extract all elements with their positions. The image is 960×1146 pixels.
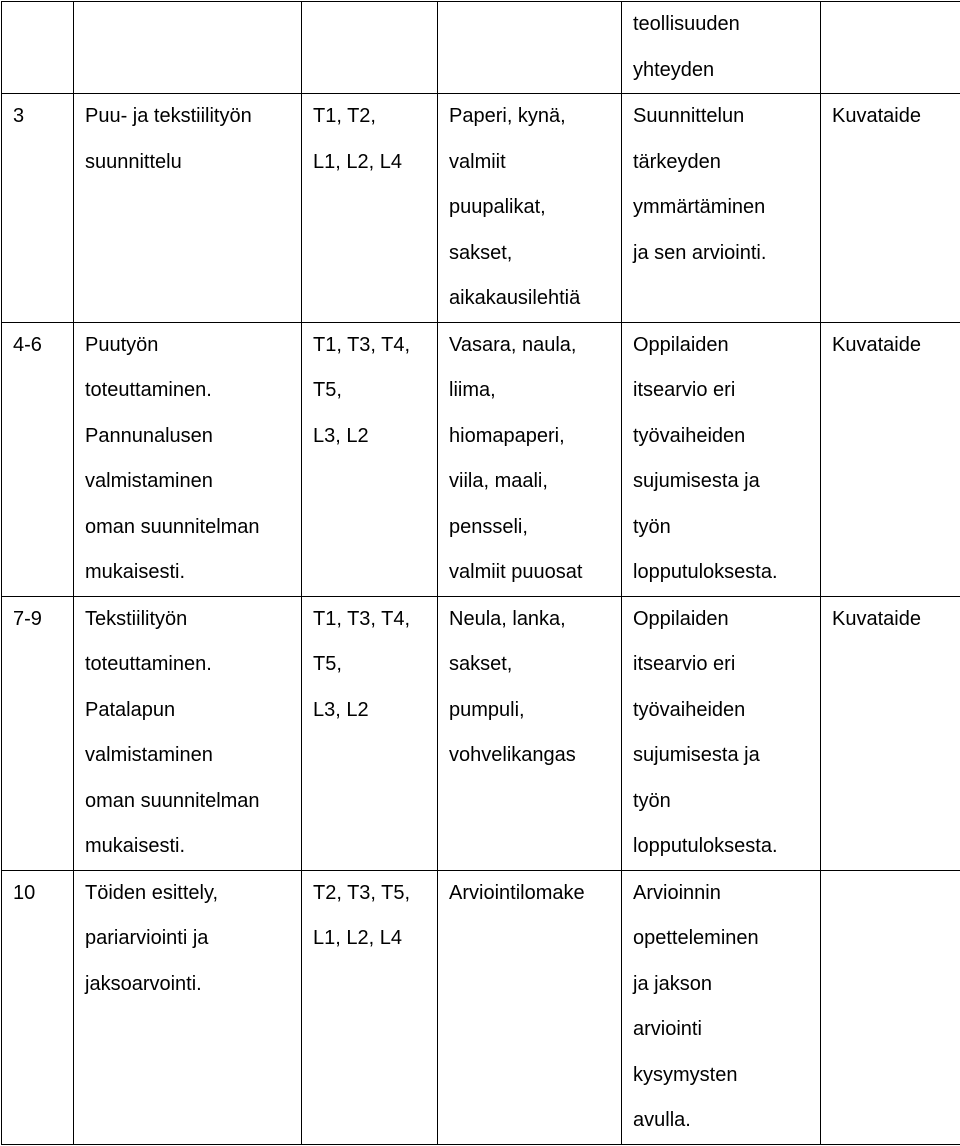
cell-text-line: toteuttaminen. (85, 379, 212, 401)
cell-text-line: oman suunnitelman (85, 789, 260, 812)
cell-text-line: työvaiheiden (633, 424, 746, 447)
week-cell (2, 2, 74, 94)
cell-text-line: 7-9 (13, 607, 42, 630)
cell-text-line: valmiit (449, 150, 506, 173)
topic-cell (74, 596, 302, 870)
evaluation-cell (622, 94, 821, 323)
cell-text-line: lopputuloksesta. (633, 835, 778, 857)
cell-text-line: työvaiheiden (633, 698, 746, 721)
goals-cell (302, 94, 438, 323)
cell-text-line: hiomapaperi, (449, 424, 565, 447)
cell-text-line: arviointi (633, 1018, 702, 1040)
goals-cell (302, 2, 438, 94)
cell-text-line: L3, L2 (313, 424, 369, 447)
evaluation-cell (622, 322, 821, 596)
integration-cell (821, 322, 960, 596)
week-cell (2, 870, 74, 1144)
topic-cell (74, 94, 302, 323)
cell-text-line: ja jakson (633, 972, 712, 995)
cell-text-line: Kuvataide (832, 333, 921, 356)
cell-text-line: Kuvataide (832, 105, 921, 127)
cell-text-line: T1, T2, (313, 105, 376, 127)
cell-text-line: L3, L2 (313, 698, 369, 721)
cell-text-line: puupalikat, (449, 196, 546, 218)
table-row (2, 596, 960, 870)
cell-text-line: lopputuloksesta. (633, 561, 778, 583)
week-cell (2, 94, 74, 323)
cell-text-line: Tekstiilityön (85, 607, 188, 630)
cell-text-line: sujumisesta ja (633, 470, 760, 492)
cell-text-line: Patalapun (85, 698, 176, 721)
cell-text-line: L1, L2, L4 (313, 150, 402, 173)
integration-cell (821, 596, 960, 870)
cell-text-line: sakset, (449, 241, 513, 264)
cell-text-line: oman suunnitelman (85, 515, 260, 538)
cell-text-line: sakset, (449, 653, 513, 675)
evaluation-cell (622, 870, 821, 1144)
cell-text-line: Paperi, kynä, (449, 105, 566, 127)
cell-text-line: jaksoarvointi. (85, 972, 202, 995)
cell-text-line: kysymysten (633, 1063, 738, 1086)
cell-text-line: Kuvataide (832, 607, 921, 630)
cell-text-line: liima, (449, 379, 496, 401)
cell-text-line: Puutyön (85, 333, 159, 356)
cell-text-line: ymmärtäminen (633, 196, 766, 218)
cell-text-line: T1, T3, T4, (313, 607, 411, 630)
cell-text-line: opetteleminen (633, 927, 759, 949)
cell-text-line: T5, (313, 379, 342, 401)
cell-text-line: L1, L2, L4 (313, 927, 402, 949)
cell-text-line: teollisuuden (633, 13, 740, 35)
cell-text-line: aikakausilehtiä (449, 287, 581, 309)
integration-cell (821, 870, 960, 1144)
cell-text-line: pumpuli, (449, 698, 525, 721)
cell-text-line: työn (633, 515, 671, 538)
cell-text-line: työn (633, 789, 671, 812)
topic-cell (74, 322, 302, 596)
integration-cell (821, 2, 960, 94)
cell-text-line: T5, (313, 653, 342, 675)
table-row (2, 94, 960, 323)
cell-text-line: 4-6 (13, 333, 42, 356)
cell-text-line: mukaisesti. (85, 561, 186, 583)
cell-text-line: pariarviointi ja (85, 927, 209, 949)
cell-text-line: 10 (13, 881, 36, 904)
cell-text-line: valmistaminen (85, 470, 213, 492)
lesson-plan-table (1, 1, 960, 1145)
cell-text-line: ja sen arviointi. (633, 241, 767, 264)
cell-text-line: valmiit puuosat (449, 561, 583, 583)
cell-text-line: mukaisesti. (85, 835, 186, 857)
cell-text-line: Arviointilomake (449, 881, 585, 904)
cell-text-line: Arvioinnin (633, 881, 721, 904)
week-cell (2, 596, 74, 870)
materials-cell (438, 94, 622, 323)
cell-text-line: vohvelikangas (449, 744, 576, 766)
cell-text-line: pensseli, (449, 515, 528, 538)
cell-text-line: T2, T3, T5, (313, 881, 411, 904)
cell-text-line: Oppilaiden (633, 333, 729, 356)
cell-text-line: Oppilaiden (633, 607, 729, 630)
cell-text-line: itsearvio eri (633, 653, 736, 675)
materials-cell (438, 870, 622, 1144)
evaluation-cell (622, 2, 821, 94)
cell-text-line: Vasara, naula, (449, 333, 577, 356)
cell-text-line: Pannunalusen (85, 424, 213, 447)
table-row (2, 322, 960, 596)
cell-text-line: viila, maali, (449, 470, 548, 492)
cell-text-line: Neula, lanka, (449, 607, 566, 630)
cell-text-line: T1, T3, T4, (313, 333, 411, 356)
cell-text-line: sujumisesta ja (633, 744, 760, 766)
cell-text-line: yhteyden (633, 58, 715, 81)
evaluation-cell (622, 596, 821, 870)
cell-text-line: Töiden esittely, (85, 881, 219, 904)
materials-cell (438, 596, 622, 870)
cell-text-line: suunnittelu (85, 150, 182, 173)
cell-text-line: avulla. (633, 1109, 691, 1131)
table-row (2, 2, 960, 94)
cell-text-line: tärkeyden (633, 150, 721, 173)
cell-text-line: Suunnittelun (633, 105, 745, 127)
materials-cell (438, 322, 622, 596)
goals-cell (302, 596, 438, 870)
integration-cell (821, 94, 960, 323)
lesson-plan-body (2, 2, 960, 1145)
table-row (2, 870, 960, 1144)
goals-cell (302, 870, 438, 1144)
cell-text-line: itsearvio eri (633, 379, 736, 401)
materials-cell (438, 2, 622, 94)
topic-cell (74, 870, 302, 1144)
cell-text-line: 3 (13, 105, 25, 127)
cell-text-line: toteuttaminen. (85, 653, 212, 675)
cell-text-line: valmistaminen (85, 744, 213, 766)
cell-text-line: Puu- ja tekstiilityön (85, 105, 252, 127)
topic-cell (74, 2, 302, 94)
week-cell (2, 322, 74, 596)
goals-cell (302, 322, 438, 596)
